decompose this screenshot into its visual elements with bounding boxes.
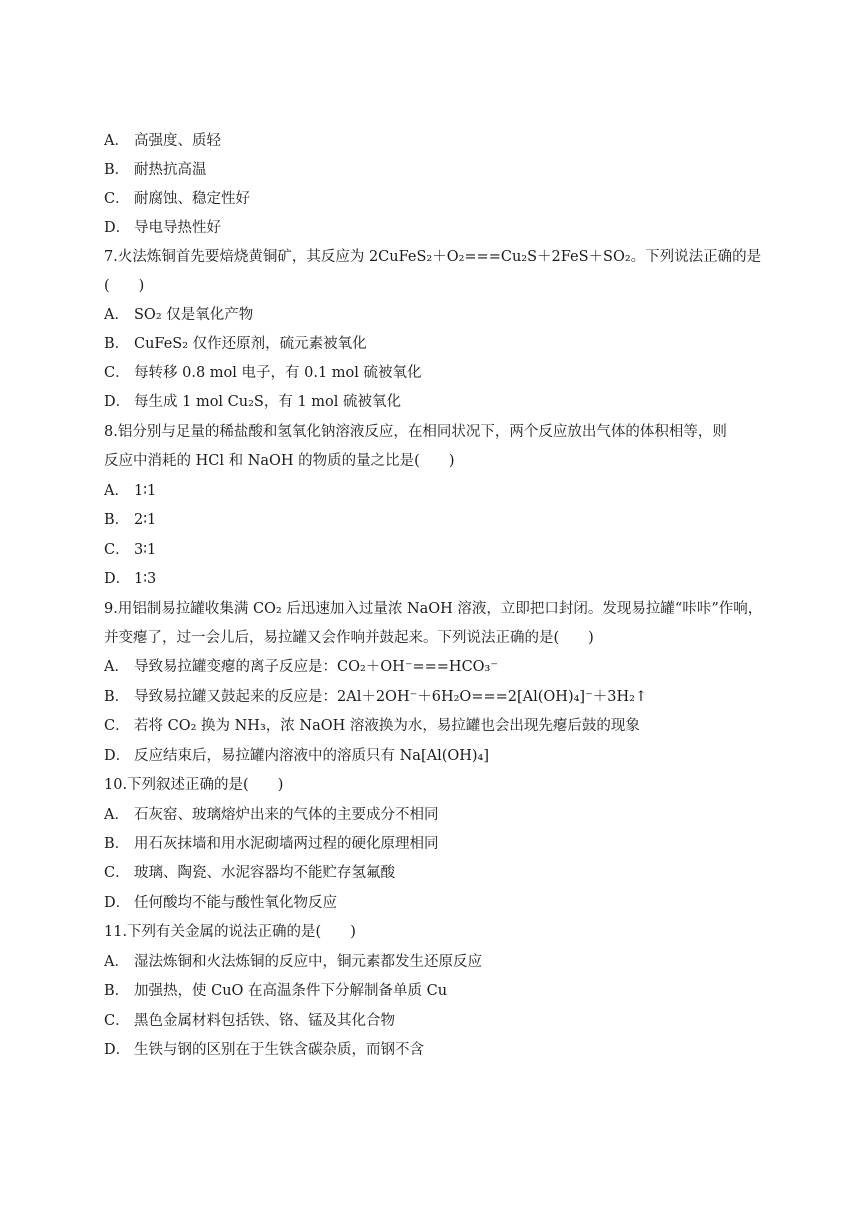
q8-option-b: B． 2∶1: [104, 512, 157, 528]
q9-stem-line2: 并变瘪了，过一会儿后，易拉罐又会作响并鼓起来。下列说法正确的是( ): [104, 630, 594, 646]
q7-option-d: D． 每生成 1 mol Cu₂S，有 1 mol 硫被氧化: [104, 394, 402, 410]
q6-option-c: C． 耐腐蚀、稳定性好: [104, 191, 250, 207]
q6-option-b: B． 耐热抗高温: [104, 162, 207, 178]
q8-option-d: D． 1∶3: [104, 571, 157, 587]
q8-stem-line2: 反应中消耗的 HCl 和 NaOH 的物质的量之比是( ): [104, 453, 455, 469]
q6-option-d: D． 导电导热性好: [104, 220, 221, 236]
q9-option-d: D． 反应结束后，易拉罐内溶液中的溶质只有 Na[Al(OH)₄]: [104, 748, 490, 764]
q8-option-c: C． 3∶1: [104, 542, 157, 558]
q7-option-c: C． 每转移 0.8 mol 电子，有 0.1 mol 硫被氧化: [104, 365, 422, 381]
q8-option-a: A． 1∶1: [104, 483, 157, 499]
q10-option-b: B． 用石灰抹墙和用水泥砌墙两过程的硬化原理相同: [104, 836, 439, 852]
q7-option-b: B． CuFeS₂ 仅作还原剂，硫元素被氧化: [104, 336, 367, 352]
q7-option-a: A． SO₂ 仅是氧化产物: [104, 307, 254, 323]
q9-option-b: B． 导致易拉罐又鼓起来的反应是：2Al＋2OH⁻＋6H₂O===2[Al(OH)₄]⁻＋3H₂↑: [104, 689, 648, 705]
q10-option-a: A． 石灰窑、玻璃熔炉出来的气体的主要成分不相同: [104, 807, 439, 823]
q11-option-c: C． 黑色金属材料包括铁、铬、锰及其化合物: [104, 1013, 395, 1029]
q6-option-a: A． 高强度、质轻: [104, 133, 221, 149]
q7-stem-line1: 7.火法炼铜首先要焙烧黄铜矿，其反应为 2CuFeS₂＋O₂===Cu₂S＋2FeS＋SO₂。下列说法正确的是: [104, 249, 762, 265]
q11-option-d: D． 生铁与钢的区别在于生铁含碳杂质，而钢不含: [104, 1042, 424, 1058]
q10-option-c: C． 玻璃、陶瓷、水泥容器均不能贮存氢氟酸: [104, 865, 395, 881]
q11-stem: 11.下列有关金属的说法正确的是( ): [104, 924, 356, 940]
q9-option-c: C． 若将 CO₂ 换为 NH₃，浓 NaOH 溶液换为水，易拉罐也会出现先瘪后鼓的现象: [104, 718, 640, 734]
q9-option-a: A． 导致易拉罐变瘪的离子反应是：CO₂＋OH⁻===HCO₃⁻: [104, 659, 499, 675]
q10-stem: 10.下列叙述正确的是( ): [104, 777, 284, 793]
q11-option-a: A． 湿法炼铜和火法炼铜的反应中，铜元素都发生还原反应: [104, 954, 482, 970]
q11-option-b: B． 加强热，使 CuO 在高温条件下分解制备单质 Cu: [104, 983, 448, 999]
q9-stem-line1: 9.用铝制易拉罐收集满 CO₂ 后迅速加入过量浓 NaOH 溶液，立即把口封闭。发现易拉罐“咔咔”作响，: [104, 601, 763, 617]
q8-stem-line1: 8.铝分别与足量的稀盐酸和氢氧化钠溶液反应，在相同状况下，两个反应放出气体的体积相等，则: [104, 424, 727, 440]
q10-option-d: D． 任何酸均不能与酸性氧化物反应: [104, 895, 337, 911]
q7-stem-line2: ( ): [104, 278, 145, 294]
